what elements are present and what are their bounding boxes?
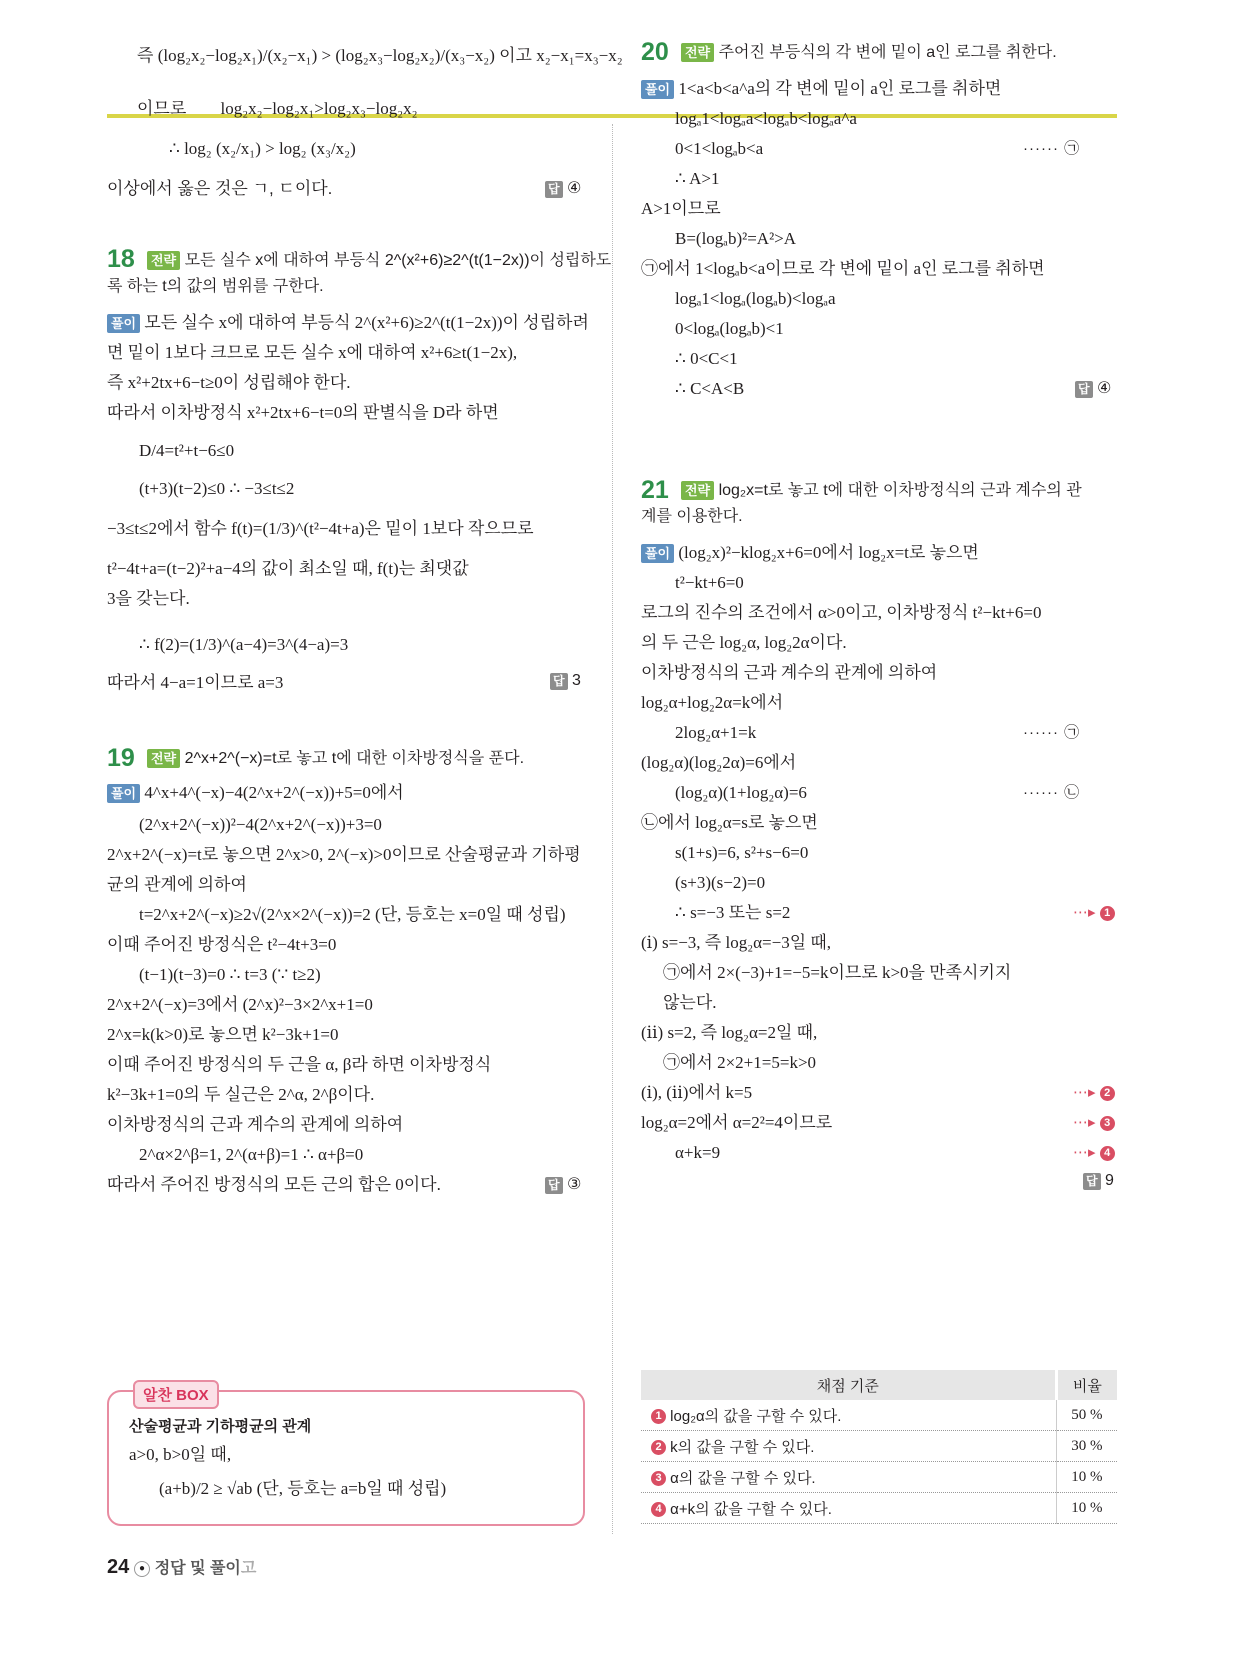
step-number: 2 xyxy=(651,1440,666,1455)
p19-s1-text: 4^x+4^(−x)−4(2^x+2^(−x))+5=0에서 xyxy=(144,783,404,802)
tip-box xyxy=(107,1387,585,1526)
problem-number-18: 18 xyxy=(107,245,135,273)
rate-cell: 50 % xyxy=(1056,1400,1117,1431)
p17-line4: 이상에서 옳은 것은 ㄱ, ㄷ이다. xyxy=(107,179,333,198)
p17-line1-suffix: 이고 x₂−x₁=x₃−x₂ xyxy=(499,46,623,65)
problem-number-20: 20 xyxy=(641,38,669,66)
problem-number-19: 19 xyxy=(107,744,135,772)
p21-s5: 이차방정식의 근과 계수의 관계에 의하여 xyxy=(641,663,938,682)
p18-s4: 따라서 이차방정식 x²+2tx+6−t=0의 판별식을 D라 하면 xyxy=(107,403,499,422)
solution-tag: 풀이 xyxy=(641,80,674,99)
answer-value: 3 xyxy=(572,672,581,689)
p18-s9: 3을 갖는다. xyxy=(107,589,190,608)
p21-s1-text: (log₂x)²−klog₂x+6=0에서 log₂x=t로 놓으면 xyxy=(678,543,979,562)
scoring-table-header xyxy=(641,1370,1117,1400)
p18-s1-text: 모든 실수 x에 대하여 부등식 2^(x²+6)≥2^(t(1−2x))이 성립하려 xyxy=(144,313,589,332)
solution-tag: 풀이 xyxy=(641,544,674,563)
step-number: 2 xyxy=(1100,1086,1115,1101)
p20-s4: ∴ A>1 xyxy=(675,169,720,188)
criterion-text: k의 값을 구할 수 있다. xyxy=(670,1438,815,1456)
solution-tag: 풀이 xyxy=(107,784,140,803)
answer-value: 9 xyxy=(1105,1172,1114,1189)
p21-s17: (ⅱ) s=2, 즉 log₂α=2일 때, xyxy=(641,1023,818,1042)
header-rate: 비율 xyxy=(1056,1370,1117,1400)
p21-s3: 로그의 진수의 조건에서 α>0이고, 이차방정식 t²−kt+6=0 xyxy=(641,603,1042,622)
p19-s11: k²−3k+1=0의 두 실근은 2^α, 2^β이다. xyxy=(107,1085,375,1104)
p20-strategy xyxy=(681,42,1057,64)
scoring-table xyxy=(641,1370,1117,1524)
p20-s2: logₐ1<logₐa<logₐb<logₐa^a xyxy=(675,109,857,128)
table-row xyxy=(641,1493,1117,1524)
p18-answer xyxy=(550,672,581,690)
criterion-text: α+k의 값을 구할 수 있다. xyxy=(670,1500,832,1518)
p21-s21: α+k=9 xyxy=(675,1143,721,1162)
p19-s1 xyxy=(107,782,404,804)
criterion-cell xyxy=(641,1431,1056,1462)
p19-s5: t=2^x+2^(−x)≥2√(2^x×2^(−x))=2 (단, 등호는 x=0일 때 성립) xyxy=(139,905,566,924)
p21-s14: (ⅰ) s=−3, 즉 log₂α=−3일 때, xyxy=(641,933,832,952)
strategy-tag: 전략 xyxy=(147,749,180,768)
answer-tag: 답 xyxy=(1075,381,1093,398)
strategy-tag: 전략 xyxy=(681,43,714,62)
p19-s12: 이차방정식의 근과 계수의 관계에 의하여 xyxy=(107,1115,404,1134)
problem-number-21: 21 xyxy=(641,476,669,504)
p20-s9: 0<logₐ(logₐb)<1 xyxy=(675,319,784,338)
answer-value: ④ xyxy=(1097,380,1112,397)
p20-s11: ∴ C<A<B xyxy=(675,379,745,398)
p17-line3: ∴ log₂ (x₂/x₁) > log₂ (x₃/x₂) xyxy=(169,139,356,158)
p21-s6: log₂α+log₂2α=k에서 xyxy=(641,693,784,712)
p17-line2-prefix: 이므로 xyxy=(137,99,187,118)
p21-s4: 의 두 근은 log₂α, log₂2α이다. xyxy=(641,633,847,652)
p17-line2 xyxy=(137,98,418,120)
answer-tag: 답 xyxy=(545,1177,563,1194)
p17-line1-math: (log₂x₂−log₂x₁)/(x₂−x₁) > (log₂x₃−log₂x₂)/(x₃−x₂) xyxy=(157,46,495,65)
criterion-cell xyxy=(641,1462,1056,1493)
p20-s1-text: 1<a<b<a^a의 각 변에 밑이 a인 로그를 취하면 xyxy=(678,79,1002,98)
p21-s18: ㉠에서 2×2+1=5=k>0 xyxy=(663,1053,817,1072)
tip-box-title: 알찬 BOX xyxy=(133,1380,219,1409)
p18-strategy-text-1: 모든 실수 x에 대하여 부등식 2^(x²+6)≥2^(t(1−2x))이 성립하도 xyxy=(184,252,612,269)
strategy-tag: 전략 xyxy=(147,251,180,270)
column-divider xyxy=(612,124,613,1534)
p19-s6: 이때 주어진 방정식은 t²−4t+3=0 xyxy=(107,935,337,954)
p21-strategy xyxy=(681,480,1082,502)
p21-strategy-text-2: 계를 이용한다. xyxy=(641,508,743,525)
p19-s7: (t−1)(t−3)=0 ∴ t=3 (∵ t≥2) xyxy=(139,965,321,984)
p20-s3: 0<1<logₐb<a xyxy=(675,139,764,158)
criterion-cell xyxy=(641,1400,1056,1431)
rate-cell: 30 % xyxy=(1056,1431,1117,1462)
p18-s3: 즉 x²+2tx+6−t≥0이 성립해야 한다. xyxy=(107,373,351,392)
p18-s8: t²−4t+a=(t−2)²+a−4의 값이 최소일 때, f(t)는 최댓값 xyxy=(107,559,469,578)
p19-s8: 2^x+2^(−x)=3에서 (2^x)²−3×2^x+1=0 xyxy=(107,995,373,1014)
footer-suffix: 고 xyxy=(240,1560,257,1577)
rate-cell: 10 % xyxy=(1056,1493,1117,1524)
table-row xyxy=(641,1462,1117,1493)
tip-box-line2: (a+b)/2 ≥ √ab (단, 등호는 a=b일 때 성립) xyxy=(159,1479,447,1498)
p19-s10: 이때 주어진 방정식의 두 근을 α, β라 하면 이차방정식 xyxy=(107,1055,492,1074)
header-criterion: 채점 기준 xyxy=(641,1370,1056,1400)
step-number: 3 xyxy=(1100,1116,1115,1131)
footer-bullet-icon: ● xyxy=(134,1561,150,1577)
criterion-text: log₂α의 값을 구할 수 있다. xyxy=(670,1407,842,1425)
answer-value: ③ xyxy=(567,1176,582,1193)
p17-line1-prefix: 즉 xyxy=(137,46,154,65)
p21-s2: t²−kt+6=0 xyxy=(675,573,744,592)
p20-s7: ㉠에서 1<logₐb<a이므로 각 변에 밑이 a인 로그를 취하면 xyxy=(641,259,1045,278)
p19-strategy-text-1: 2^x+2^(−x)=t로 놓고 t에 대한 이차방정식을 푼다. xyxy=(184,750,525,767)
p21-s20: log₂α=2에서 α=2²=4이므로 xyxy=(641,1113,833,1132)
step-number: 1 xyxy=(651,1409,666,1424)
tip-box-heading: 산술평균과 기하평균의 관계 xyxy=(129,1418,312,1435)
p18-s1 xyxy=(107,312,589,334)
step-marker-3: ⋯▸ 3 xyxy=(1073,1112,1115,1134)
p20-s10: ∴ 0<C<1 xyxy=(675,349,738,368)
p20-s3-mark: ······ ㉠ xyxy=(1023,140,1081,157)
p20-s6: B=(logₐb)²=A²>A xyxy=(675,229,797,248)
solution-tag: 풀이 xyxy=(107,314,140,333)
p21-s8: (log₂α)(log₂2α)=6에서 xyxy=(641,753,797,772)
p18-s2: 면 밑이 1보다 크므로 모든 실수 x에 대하여 x²+6≥t(1−2x), xyxy=(107,343,518,362)
p19-s4: 균의 관계에 의하여 xyxy=(107,875,247,894)
p21-answer xyxy=(1083,1172,1114,1190)
p21-s7: 2log₂α+1=k xyxy=(675,723,757,742)
p19-s14: 따라서 주어진 방정식의 모든 근의 합은 0이다. xyxy=(107,1175,441,1194)
p19-answer xyxy=(545,1174,581,1194)
step-number: 1 xyxy=(1100,906,1115,921)
p21-s1 xyxy=(641,542,979,564)
strategy-tag: 전략 xyxy=(681,481,714,500)
step-marker-2: ⋯▸ 2 xyxy=(1073,1082,1115,1104)
step-marker-1: ⋯▸ 1 xyxy=(1073,902,1115,924)
p18-s5: D/4=t²+t−6≤0 xyxy=(139,441,235,460)
p20-strategy-text-1: 주어진 부등식의 각 변에 밑이 a인 로그를 취한다. xyxy=(718,44,1057,61)
criterion-text: α의 값을 구할 수 있다. xyxy=(670,1469,816,1487)
p18-s11: 따라서 4−a=1이므로 a=3 xyxy=(107,673,284,692)
step-marker-4: ⋯▸ 4 xyxy=(1073,1142,1115,1164)
p20-s8: logₐ1<logₐ(logₐb)<logₐa xyxy=(675,289,836,308)
p21-s12: (s+3)(s−2)=0 xyxy=(675,873,766,892)
p21-s13: ∴ s=−3 또는 s=2 xyxy=(675,903,791,922)
tip-box-line1: a>0, b>0일 때, xyxy=(129,1445,232,1464)
p19-strategy xyxy=(147,748,524,770)
p21-s9: (log₂α)(1+log₂α)=6 xyxy=(675,783,807,802)
p21-s11: s(1+s)=6, s²+s−6=0 xyxy=(675,843,809,862)
rate-cell: 10 % xyxy=(1056,1462,1117,1493)
p20-answer xyxy=(1075,378,1111,398)
p20-s1 xyxy=(641,78,1001,100)
p17-line2-math: log₂x₂−log₂x₁>log₂x₃−log₂x₂ xyxy=(220,99,418,118)
p18-strategy-text-2: 록 하는 t의 값의 범위를 구한다. xyxy=(107,278,324,295)
page-number: 24 xyxy=(107,1556,130,1578)
answer-tag: 답 xyxy=(545,181,563,198)
footer-title: 정답 및 풀이 xyxy=(154,1560,241,1577)
p21-s19: (ⅰ), (ⅱ)에서 k=5 xyxy=(641,1083,753,1102)
p21-s16: 않는다. xyxy=(663,993,717,1012)
p18-s6: (t+3)(t−2)≤0 ∴ −3≤t≤2 xyxy=(139,479,295,498)
p21-s15: ㉠에서 2×(−3)+1=−5=k이므로 k>0을 만족시키지 xyxy=(663,963,1012,982)
step-number: 4 xyxy=(1100,1146,1115,1161)
p21-s9-mark: ······ ㉡ xyxy=(1023,784,1081,801)
p19-s2: (2^x+2^(−x))²−4(2^x+2^(−x))+3=0 xyxy=(139,815,382,834)
step-number: 4 xyxy=(651,1502,666,1517)
answer-value: ④ xyxy=(567,180,582,197)
p18-s7: −3≤t≤2에서 함수 f(t)=(1/3)^(t²−4t+a)은 밑이 1보다 작으므로 xyxy=(107,519,534,538)
step-number: 3 xyxy=(651,1471,666,1486)
p17-line1 xyxy=(137,45,623,67)
p19-s3: 2^x+2^(−x)=t로 놓으면 2^x>0, 2^(−x)>0이므로 산술평균과 기하평 xyxy=(107,845,581,864)
table-row xyxy=(641,1431,1117,1462)
p21-strategy-text-1: log₂x=t로 놓고 t에 대한 이차방정식의 근과 계수의 관 xyxy=(718,482,1082,499)
p21-s7-mark: ······ ㉠ xyxy=(1023,724,1081,741)
p18-strategy xyxy=(147,250,611,272)
p20-s5: A>1이므로 xyxy=(641,199,721,218)
p19-s13: 2^α×2^β=1, 2^(α+β)=1 ∴ α+β=0 xyxy=(139,1145,364,1164)
answer-tag: 답 xyxy=(1083,1173,1101,1190)
p21-s10: ㉡에서 log₂α=s로 놓으면 xyxy=(641,813,818,832)
p17-answer xyxy=(545,178,581,198)
answer-tag: 답 xyxy=(550,673,568,690)
table-row xyxy=(641,1400,1117,1431)
p19-s9: 2^x=k(k>0)로 놓으면 k²−3k+1=0 xyxy=(107,1025,339,1044)
p18-s10: ∴ f(2)=(1/3)^(a−4)=3^(4−a)=3 xyxy=(139,635,349,654)
page-footer xyxy=(107,1555,256,1579)
criterion-cell xyxy=(641,1493,1056,1524)
